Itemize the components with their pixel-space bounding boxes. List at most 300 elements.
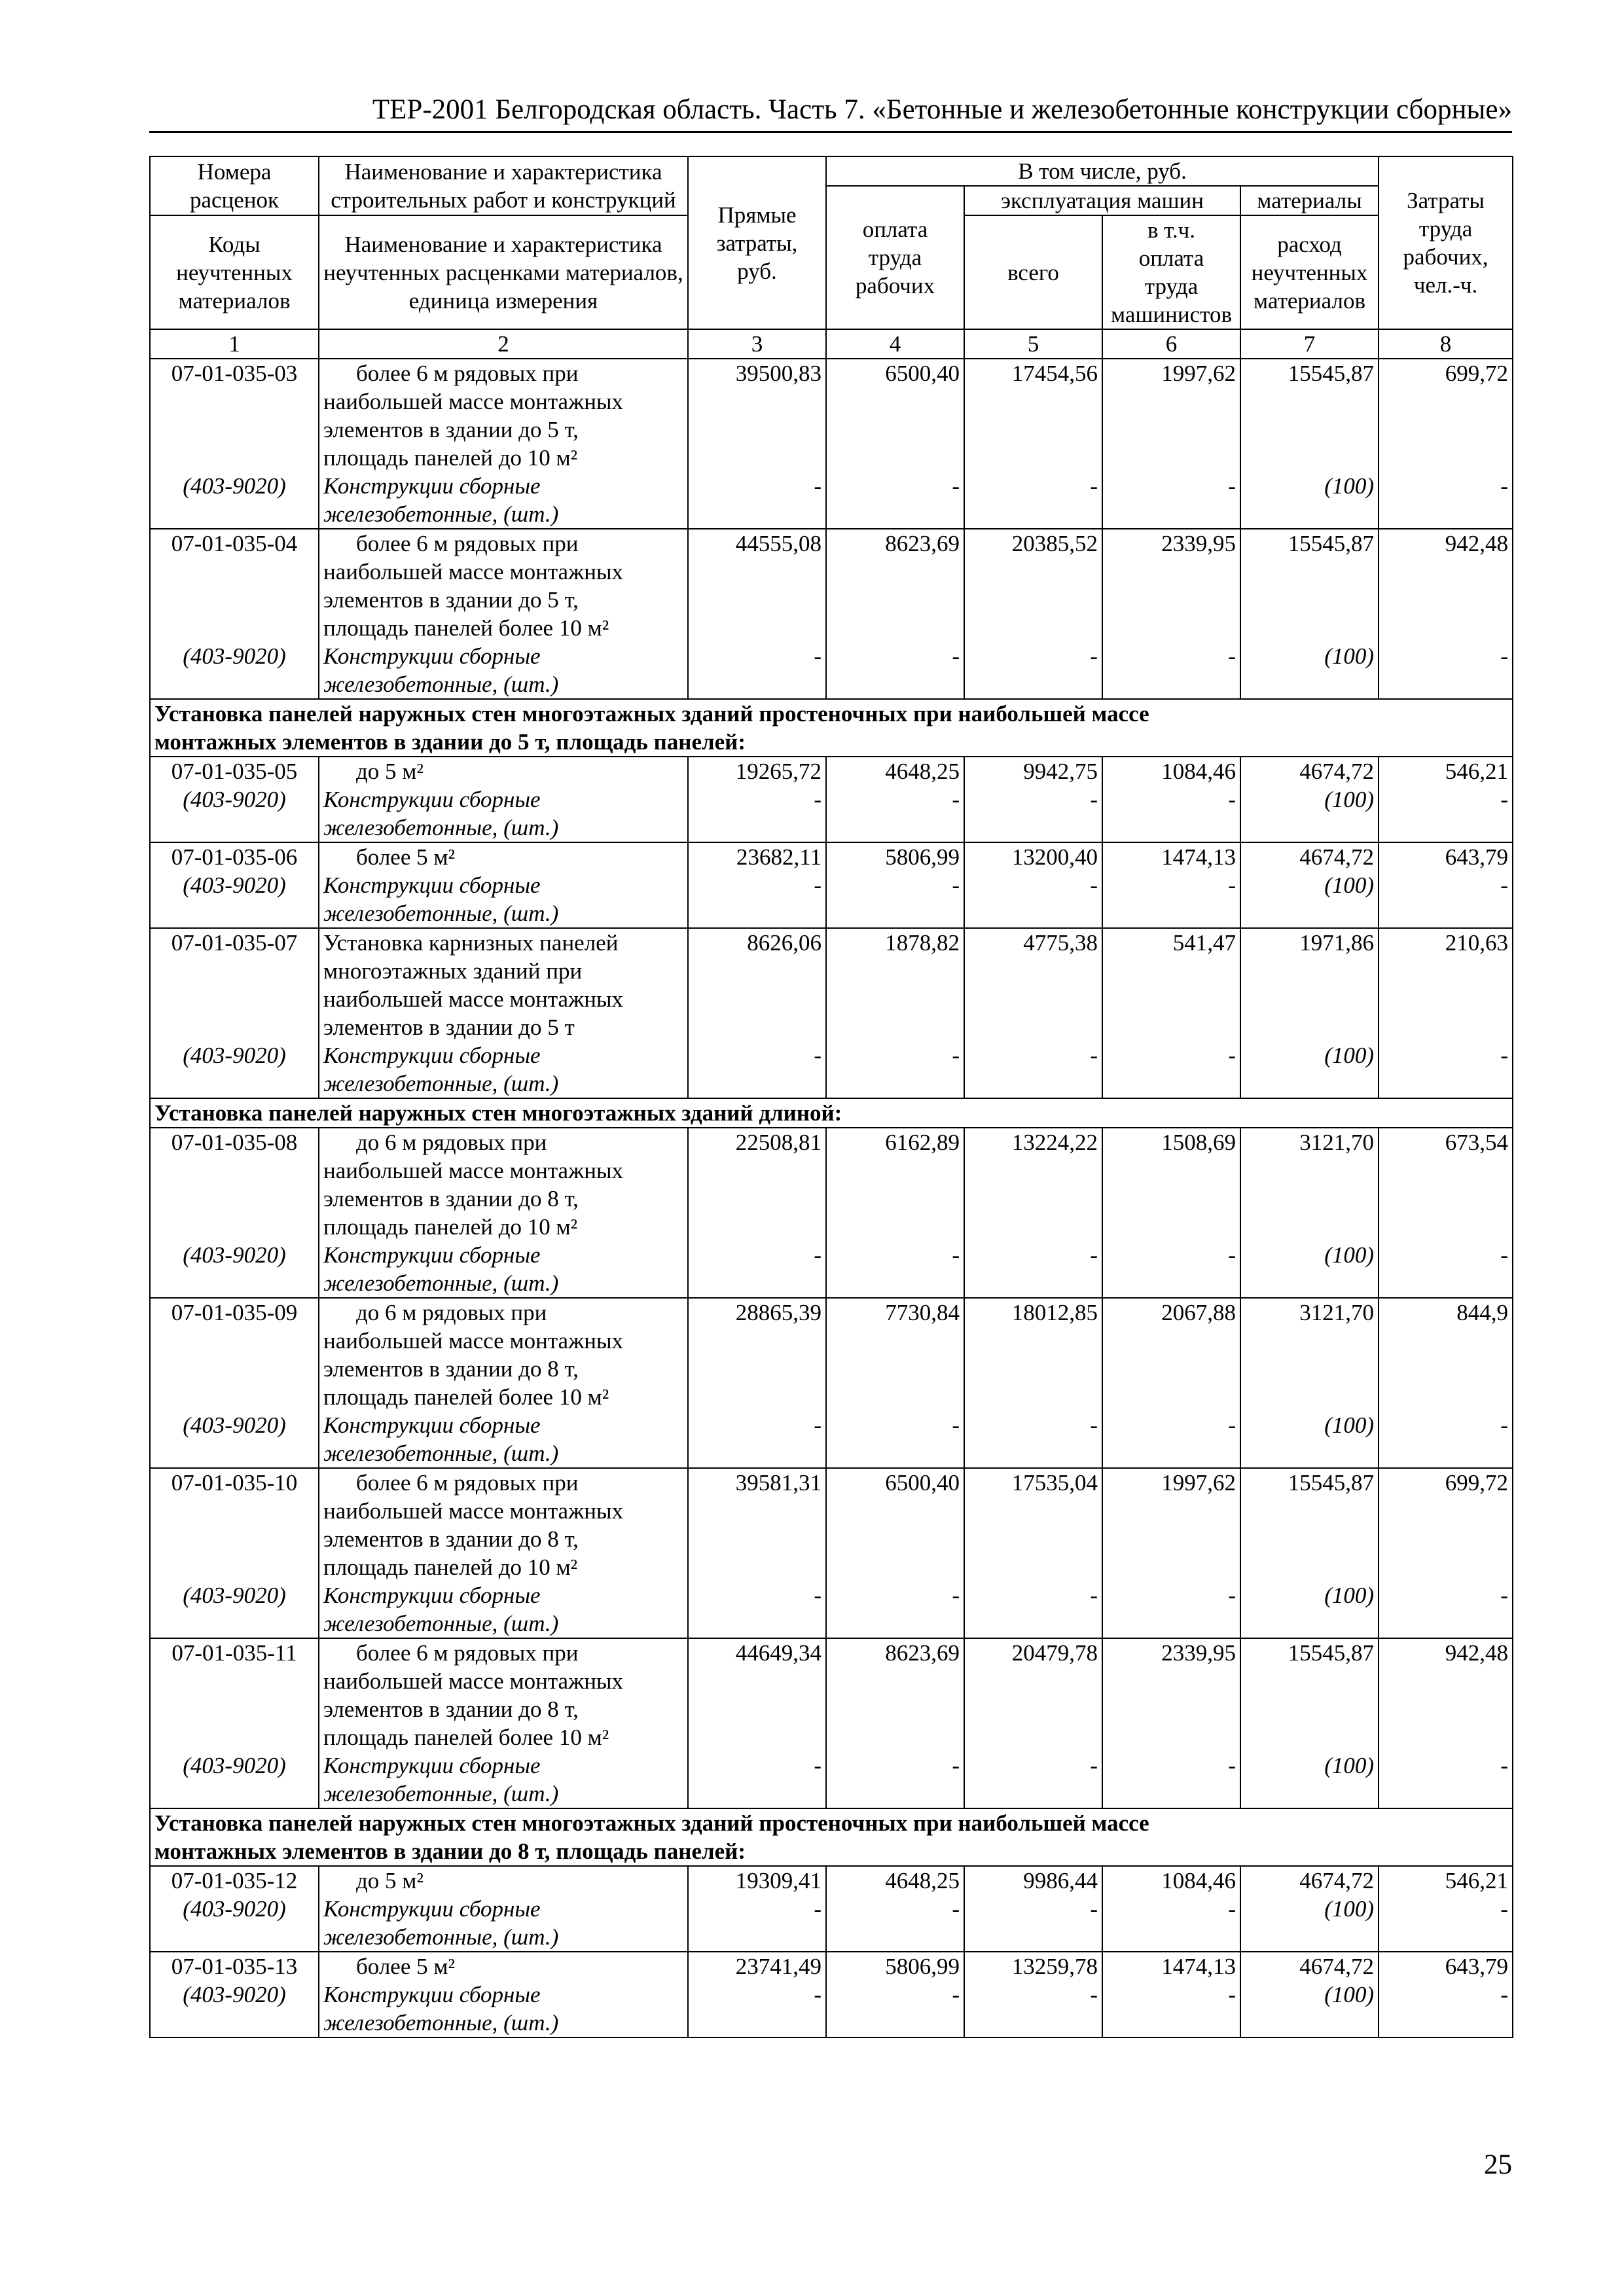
material-value: - — [1500, 643, 1509, 669]
value: 541,47 — [1172, 930, 1236, 956]
spacer — [1383, 1355, 1508, 1383]
material-value: - — [1228, 1896, 1236, 1922]
material-value: - — [1500, 1043, 1509, 1068]
value-cell — [964, 842, 1102, 928]
material-value: - — [1500, 787, 1509, 812]
spacer — [1383, 1667, 1508, 1695]
material-value: - — [1090, 1982, 1098, 2007]
material-value: (100) — [1324, 1242, 1375, 1268]
spacer — [154, 586, 314, 614]
spacer — [831, 1383, 960, 1411]
value: 23682,11 — [736, 844, 821, 870]
spacer — [969, 444, 1098, 472]
material-name-line: Конструкции сборные — [323, 643, 541, 669]
rate-code: 07-01-035-11 — [171, 1640, 297, 1666]
spacer — [1383, 1383, 1508, 1411]
material-value: (100) — [1324, 1896, 1375, 1922]
spacer — [831, 1185, 960, 1213]
work-description-cell — [319, 1952, 688, 2037]
spacer — [1383, 1213, 1508, 1241]
spacer — [1383, 1723, 1508, 1751]
spacer — [1383, 1327, 1508, 1355]
value-cell — [1102, 1468, 1240, 1638]
spacer — [1245, 1497, 1374, 1525]
value-cell — [826, 1468, 964, 1638]
spacer — [831, 586, 960, 614]
column-number: 5 — [964, 329, 1102, 359]
value: 9942,75 — [1023, 759, 1098, 784]
value: 3121,70 — [1299, 1130, 1375, 1155]
value: 673,54 — [1445, 1130, 1509, 1155]
spacer — [969, 1695, 1098, 1723]
material-name-line: железобетонные, (шт.) — [323, 1924, 559, 1950]
rate-code-cell — [150, 1866, 319, 1952]
value: 699,72 — [1445, 361, 1509, 386]
work-description-line: элементов в здании до 5 т — [323, 1014, 575, 1040]
header-direct-costs: Прямые затраты, руб. — [688, 156, 826, 329]
work-description-cell — [319, 359, 688, 529]
spacer — [154, 1497, 314, 1525]
work-description-cell — [319, 842, 688, 928]
header-row-1 — [150, 156, 1513, 186]
work-description-line: площадь панелей до 10 м² — [323, 1214, 578, 1240]
material-name-line: железобетонные, (шт.) — [323, 901, 559, 926]
work-description-line: элементов в здании до 5 т, — [323, 417, 579, 442]
spacer — [1245, 1157, 1374, 1185]
spacer — [969, 985, 1098, 1013]
spacer — [969, 1553, 1098, 1581]
spacer — [693, 614, 821, 642]
spacer — [1245, 1013, 1374, 1041]
spacer — [831, 1667, 960, 1695]
value: 44649,34 — [735, 1640, 821, 1666]
value-cell — [1379, 757, 1513, 842]
material-value: - — [952, 473, 960, 499]
spacer — [1107, 985, 1236, 1013]
value-cell — [688, 1468, 826, 1638]
material-name-line: Конструкции сборные — [323, 872, 541, 898]
spacer — [1383, 558, 1508, 586]
spacer — [1383, 1695, 1508, 1723]
spacer — [1107, 586, 1236, 614]
spacer — [831, 1013, 960, 1041]
table-row — [150, 842, 1513, 928]
work-description-line: более 5 м² — [356, 1954, 456, 1979]
value-cell — [1379, 928, 1513, 1098]
spacer — [1245, 1327, 1374, 1355]
value: 7730,84 — [885, 1300, 960, 1325]
value: 2067,88 — [1161, 1300, 1236, 1325]
work-description-line: более 6 м рядовых при — [356, 1470, 579, 1496]
value-cell — [1102, 928, 1240, 1098]
value-cell — [1240, 1298, 1379, 1468]
material-name-line: железобетонные, (шт.) — [323, 2010, 559, 2036]
material-name-line: Конструкции сборные — [323, 1753, 541, 1778]
work-description-line: до 6 м рядовых при — [356, 1300, 547, 1325]
spacer — [969, 1497, 1098, 1525]
work-description-cell — [319, 1468, 688, 1638]
value-cell — [688, 1952, 826, 2037]
spacer — [154, 1553, 314, 1581]
material-value: - — [814, 1896, 821, 1922]
spacer — [831, 1213, 960, 1241]
material-value: - — [952, 1242, 960, 1268]
material-code: (403-9020) — [183, 787, 286, 812]
material-value: - — [1500, 1896, 1509, 1922]
spacer — [1383, 586, 1508, 614]
spacer — [1245, 387, 1374, 416]
material-value: - — [1090, 1583, 1098, 1608]
spacer — [154, 444, 314, 472]
material-name-line: железобетонные, (шт.) — [323, 672, 559, 697]
material-name-line: Конструкции сборные — [323, 473, 541, 499]
column-number: 1 — [150, 329, 319, 359]
value-cell — [826, 1128, 964, 1298]
spacer — [1107, 1525, 1236, 1553]
material-code: (403-9020) — [183, 1896, 286, 1922]
value-cell — [1240, 359, 1379, 529]
value-cell — [1102, 359, 1240, 529]
spacer — [1107, 1157, 1236, 1185]
material-value: - — [1090, 1753, 1098, 1778]
spacer — [1107, 1695, 1236, 1723]
header-including: В том числе, руб. — [826, 156, 1379, 186]
value: 6500,40 — [885, 361, 960, 386]
material-value: - — [1500, 1583, 1509, 1608]
spacer — [693, 1695, 821, 1723]
section-heading-row — [150, 1098, 1513, 1128]
rate-code: 07-01-035-05 — [171, 759, 298, 784]
material-value: - — [952, 1982, 960, 2007]
value: 4674,72 — [1299, 1868, 1375, 1893]
spacer — [154, 614, 314, 642]
rate-code-cell — [150, 359, 319, 529]
work-description-line: элементов в здании до 5 т, — [323, 587, 579, 613]
spacer — [1245, 444, 1374, 472]
value-cell — [688, 359, 826, 529]
spacer — [1245, 957, 1374, 985]
value: 28865,39 — [735, 1300, 821, 1325]
value-cell — [826, 359, 964, 529]
material-code: (403-9020) — [183, 1412, 286, 1438]
material-value: - — [1500, 1242, 1509, 1268]
spacer — [831, 1497, 960, 1525]
value-cell — [1379, 1866, 1513, 1952]
value-cell — [964, 757, 1102, 842]
rate-code-cell — [150, 529, 319, 699]
header-materials: материалы — [1240, 186, 1379, 215]
spacer — [1245, 1553, 1374, 1581]
material-value: - — [814, 1753, 821, 1778]
spacer — [154, 1355, 314, 1383]
material-value: - — [814, 872, 821, 898]
value: 6162,89 — [885, 1130, 960, 1155]
material-value: - — [1090, 1896, 1098, 1922]
rate-code: 07-01-035-06 — [171, 844, 298, 870]
spacer — [693, 444, 821, 472]
material-name-line: Конструкции сборные — [323, 1412, 541, 1438]
table-row — [150, 1952, 1513, 2037]
material-value: - — [1228, 872, 1236, 898]
material-value: - — [1228, 1043, 1236, 1068]
value: 1878,82 — [885, 930, 960, 956]
header-operator-pay: в т.ч. оплата труда машинистов — [1102, 215, 1240, 329]
material-value: - — [1228, 1583, 1236, 1608]
rate-code-cell — [150, 842, 319, 928]
value: 2339,95 — [1161, 531, 1236, 556]
value-cell — [1240, 529, 1379, 699]
spacer — [1383, 614, 1508, 642]
value-cell — [826, 1298, 964, 1468]
value: 3121,70 — [1299, 1300, 1375, 1325]
value: 15545,87 — [1288, 531, 1375, 556]
material-value: - — [1228, 473, 1236, 499]
material-name-line: железобетонные, (шт.) — [323, 501, 559, 527]
header-rate-numbers: Номера расценок — [150, 156, 319, 215]
section-heading-row — [150, 1808, 1513, 1866]
spacer — [1245, 614, 1374, 642]
material-code: (403-9020) — [183, 1583, 286, 1608]
rate-code: 07-01-035-09 — [171, 1300, 298, 1325]
material-name-line: железобетонные, (шт.) — [323, 1781, 559, 1806]
section-heading — [150, 1098, 1513, 1128]
value: 2339,95 — [1161, 1640, 1236, 1666]
spacer — [693, 1723, 821, 1751]
value: 1084,46 — [1161, 759, 1236, 784]
value: 210,63 — [1445, 930, 1509, 956]
work-description-line: наибольшей массе монтажных — [323, 1498, 624, 1524]
spacer — [1107, 1185, 1236, 1213]
value-cell — [964, 928, 1102, 1098]
material-value: - — [952, 1412, 960, 1438]
value: 1084,46 — [1161, 1868, 1236, 1893]
material-value: - — [1090, 473, 1098, 499]
spacer — [969, 1667, 1098, 1695]
value-cell — [826, 757, 964, 842]
section-heading-line: Установка панелей наружных стен многоэтажных зданий длиной: — [154, 1100, 842, 1126]
section-heading-line: Установка панелей наружных стен многоэтажных зданий простеночных при наибольшей массе — [154, 701, 1149, 726]
material-name-line: железобетонные, (шт.) — [323, 815, 559, 840]
section-heading-line: Установка панелей наружных стен многоэтажных зданий простеночных при наибольшей массе — [154, 1810, 1149, 1836]
rate-code: 07-01-035-03 — [171, 361, 298, 386]
rate-code-cell — [150, 928, 319, 1098]
value-cell — [826, 842, 964, 928]
rate-code-cell — [150, 1952, 319, 2037]
spacer — [1383, 985, 1508, 1013]
value: 1997,62 — [1161, 1470, 1236, 1496]
value: 546,21 — [1445, 1868, 1509, 1893]
header-rule — [149, 131, 1512, 133]
material-code: (403-9020) — [183, 1982, 286, 2007]
material-name-line: Конструкции сборные — [323, 1896, 541, 1922]
work-description-line: наибольшей массе монтажных — [323, 1158, 624, 1183]
material-code: (403-9020) — [183, 1753, 286, 1778]
value-cell — [826, 1952, 964, 2037]
material-value: - — [1500, 1412, 1509, 1438]
value-cell — [964, 1468, 1102, 1638]
rate-code: 07-01-035-10 — [171, 1470, 298, 1496]
value: 39581,31 — [735, 1470, 821, 1496]
value: 44555,08 — [735, 531, 821, 556]
value-cell — [688, 842, 826, 928]
section-heading-line: монтажных элементов в здании до 5 т, площадь панелей: — [154, 729, 746, 755]
material-value: - — [1228, 1412, 1236, 1438]
value: 9986,44 — [1023, 1868, 1098, 1893]
value-cell — [1379, 1638, 1513, 1808]
value-cell — [688, 1298, 826, 1468]
work-description-line: до 5 м² — [356, 1868, 424, 1893]
value-cell — [1240, 1866, 1379, 1952]
table-row — [150, 1298, 1513, 1468]
spacer — [831, 444, 960, 472]
value: 8623,69 — [885, 1640, 960, 1666]
spacer — [969, 1355, 1098, 1383]
value: 1474,13 — [1161, 844, 1236, 870]
spacer — [1245, 985, 1374, 1013]
work-description-line: до 6 м рядовых при — [356, 1130, 547, 1155]
value-cell — [1240, 842, 1379, 928]
rate-code-cell — [150, 757, 319, 842]
material-value: - — [952, 1583, 960, 1608]
spacer — [1107, 558, 1236, 586]
value-cell — [1240, 1128, 1379, 1298]
spacer — [1383, 1553, 1508, 1581]
material-name-line: железобетонные, (шт.) — [323, 1071, 559, 1096]
value: 8623,69 — [885, 531, 960, 556]
value: 15545,87 — [1288, 361, 1375, 386]
value-cell — [1240, 1468, 1379, 1638]
work-description-line: более 6 м рядовых при — [356, 531, 579, 556]
spacer — [693, 1497, 821, 1525]
material-name-line: железобетонные, (шт.) — [323, 1611, 559, 1636]
material-value: (100) — [1324, 1043, 1375, 1068]
value: 4775,38 — [1023, 930, 1098, 956]
spacer — [969, 1525, 1098, 1553]
value-cell — [1102, 1128, 1240, 1298]
column-number: 7 — [1240, 329, 1379, 359]
material-name-line: Конструкции сборные — [323, 787, 541, 812]
work-description-line: площадь панелей до 10 м² — [323, 1554, 578, 1580]
value-cell — [1102, 1866, 1240, 1952]
spacer — [969, 1383, 1098, 1411]
page-number: 25 — [1484, 2149, 1512, 2180]
spacer — [693, 957, 821, 985]
header-material-codes: Коды неучтенных материалов — [150, 215, 319, 329]
work-description-line: Установка карнизных панелей — [323, 930, 619, 956]
spacer — [1383, 387, 1508, 416]
rate-code: 07-01-035-08 — [171, 1130, 298, 1155]
material-value: - — [952, 787, 960, 812]
work-description-line: наибольшей массе монтажных — [323, 559, 624, 584]
spacer — [693, 1185, 821, 1213]
value: 39500,83 — [735, 361, 821, 386]
running-head: ТЕР-2001 Белгородская область. Часть 7. «Бетонные и железобетонные конструкции сборные» — [372, 94, 1512, 125]
material-value: - — [1500, 872, 1509, 898]
column-number: 8 — [1379, 329, 1513, 359]
spacer — [1107, 1667, 1236, 1695]
material-value: - — [1228, 1753, 1236, 1778]
spacer — [1107, 614, 1236, 642]
spacer — [1383, 444, 1508, 472]
spacer — [154, 1383, 314, 1411]
work-description-cell — [319, 757, 688, 842]
header-material-usage: расход неучтенных материалов — [1240, 215, 1379, 329]
value-cell — [688, 1866, 826, 1952]
value: 15545,87 — [1288, 1470, 1375, 1496]
spacer — [693, 1667, 821, 1695]
spacer — [154, 1013, 314, 1041]
spacer — [1245, 1355, 1374, 1383]
material-value: - — [1500, 1982, 1509, 2007]
value-cell — [964, 359, 1102, 529]
material-value: (100) — [1324, 643, 1375, 669]
spacer — [969, 1213, 1098, 1241]
table-row — [150, 757, 1513, 842]
spacer — [693, 558, 821, 586]
value-cell — [964, 1866, 1102, 1952]
spacer — [831, 387, 960, 416]
value: 13259,78 — [1011, 1954, 1098, 1979]
work-description-line: площадь панелей более 10 м² — [323, 1725, 609, 1750]
material-code: (403-9020) — [183, 872, 286, 898]
spacer — [154, 1667, 314, 1695]
spacer — [1107, 1383, 1236, 1411]
table-row — [150, 529, 1513, 699]
spacer — [831, 416, 960, 444]
value-cell — [826, 1638, 964, 1808]
spacer — [1383, 1157, 1508, 1185]
spacer — [154, 957, 314, 985]
spacer — [693, 1013, 821, 1041]
value-cell — [1240, 928, 1379, 1098]
material-value: - — [1090, 787, 1098, 812]
work-description-cell — [319, 1866, 688, 1952]
rate-code-cell — [150, 1638, 319, 1808]
table-row — [150, 1638, 1513, 1808]
spacer — [1107, 444, 1236, 472]
section-heading-line: монтажных элементов в здании до 8 т, площадь панелей: — [154, 1839, 746, 1864]
spacer — [154, 1695, 314, 1723]
value-cell — [1240, 1638, 1379, 1808]
spacer — [1383, 1185, 1508, 1213]
material-value: (100) — [1324, 473, 1375, 499]
rate-code-cell — [150, 1298, 319, 1468]
value-cell — [1379, 1298, 1513, 1468]
value: 4674,72 — [1299, 1954, 1375, 1979]
table-row — [150, 1468, 1513, 1638]
spacer — [154, 1213, 314, 1241]
rate-code: 07-01-035-12 — [171, 1868, 298, 1893]
material-value: - — [1090, 1412, 1098, 1438]
spacer — [831, 1355, 960, 1383]
material-value: - — [952, 1753, 960, 1778]
value-cell — [1379, 842, 1513, 928]
value-cell — [1240, 757, 1379, 842]
value: 4674,72 — [1299, 759, 1375, 784]
value: 4648,25 — [885, 1868, 960, 1893]
spacer — [831, 1553, 960, 1581]
column-number: 4 — [826, 329, 964, 359]
header-machines: эксплуатация машин — [964, 186, 1240, 215]
value: 1508,69 — [1161, 1130, 1236, 1155]
spacer — [1245, 1185, 1374, 1213]
material-name-line: железобетонные, (шт.) — [323, 1441, 559, 1466]
work-description-cell — [319, 1298, 688, 1468]
work-description-cell — [319, 1128, 688, 1298]
table-body — [150, 156, 1513, 2037]
material-value: (100) — [1324, 1412, 1375, 1438]
material-value: - — [814, 787, 821, 812]
